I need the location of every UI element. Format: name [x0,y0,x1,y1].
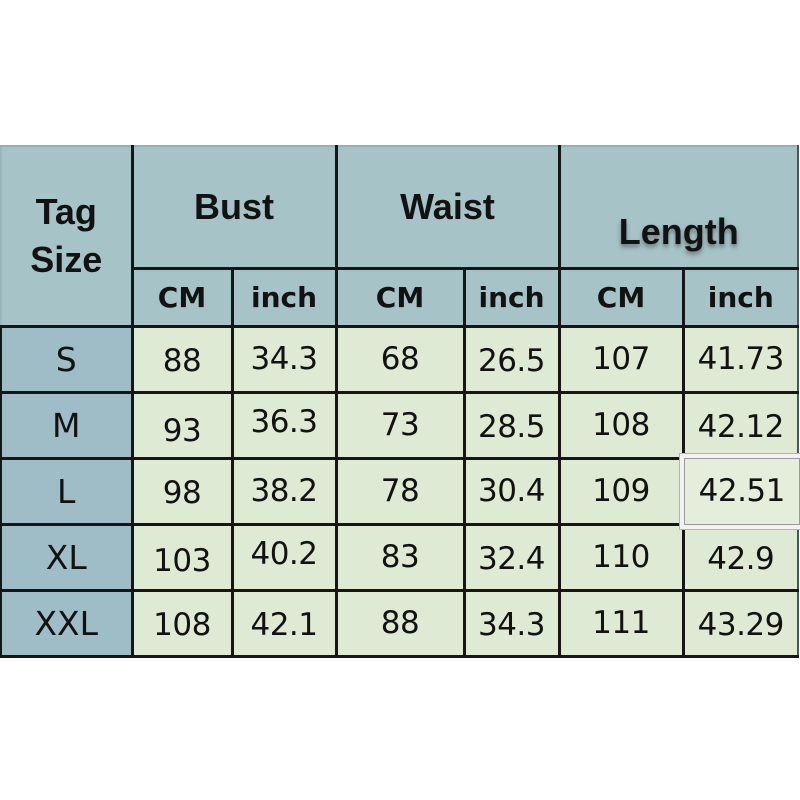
size-chart-container [0,145,799,658]
waist-cm-header: CM [336,268,464,326]
tag-cell-m: M [1,392,132,458]
cell-xl-length-cm: 110 [559,524,683,590]
tag-cell-s: S [1,326,132,392]
cell-l-bust-inch: 38.2 [232,458,336,524]
cell-l-length-inch-highlighted [683,458,798,524]
length-inch-header: inch [683,268,798,326]
cell-xl-length-inch: 42.9 [683,524,798,590]
cell-m-bust-cm: 93 [132,392,232,458]
cell-s-waist-inch: 26.5 [464,326,559,392]
row-xxl [1,590,798,656]
cell-xxl-length-inch: 43.29 [683,590,798,656]
cell-s-length-inch: 41.73 [683,326,798,392]
cell-m-length-inch: 42.12 [683,392,798,458]
cell-xl-bust-cm: 103 [132,524,232,590]
row-xl [1,524,798,590]
cell-xl-bust-inch: 40.2 [232,524,336,590]
size-chart-table [0,145,799,658]
cell-xl-waist-cm: 83 [336,524,464,590]
cell-m-bust-inch: 36.3 [232,392,336,458]
cell-l-length-cm: 109 [559,458,683,524]
cell-l-waist-inch: 30.4 [464,458,559,524]
cell-s-length-cm: 107 [559,326,683,392]
length-group-header: Length [559,146,798,268]
waist-inch-header: inch [464,268,559,326]
length-cm-header: CM [559,268,683,326]
cell-l-bust-cm: 98 [132,458,232,524]
cell-xxl-length-cm: 111 [559,590,683,656]
tag-size-header: Tag Size [1,146,132,326]
row-s [1,326,798,392]
cell-xxl-bust-inch: 42.1 [232,590,336,656]
tag-cell-xxl: XXL [1,590,132,656]
cell-s-bust-inch: 34.3 [232,326,336,392]
cell-l-waist-cm: 78 [336,458,464,524]
tag-cell-xl: XL [1,524,132,590]
cell-s-waist-cm: 68 [336,326,464,392]
cell-xxl-waist-inch: 34.3 [464,590,559,656]
selected-cell-overlay: 42.51 [684,458,800,525]
tag-cell-l: L [1,458,132,524]
group-header-row [1,146,798,268]
row-m [1,392,798,458]
bust-cm-header: CM [132,268,232,326]
cell-m-waist-cm: 73 [336,392,464,458]
cell-xxl-bust-cm: 108 [132,590,232,656]
waist-group-header: Waist [336,146,559,268]
bust-group-header: Bust [132,146,336,268]
bust-inch-header: inch [232,268,336,326]
row-l [1,458,798,524]
cell-m-waist-inch: 28.5 [464,392,559,458]
cell-s-bust-cm: 88 [132,326,232,392]
cell-m-length-cm: 108 [559,392,683,458]
cell-xl-waist-inch: 32.4 [464,524,559,590]
cell-xxl-waist-cm: 88 [336,590,464,656]
